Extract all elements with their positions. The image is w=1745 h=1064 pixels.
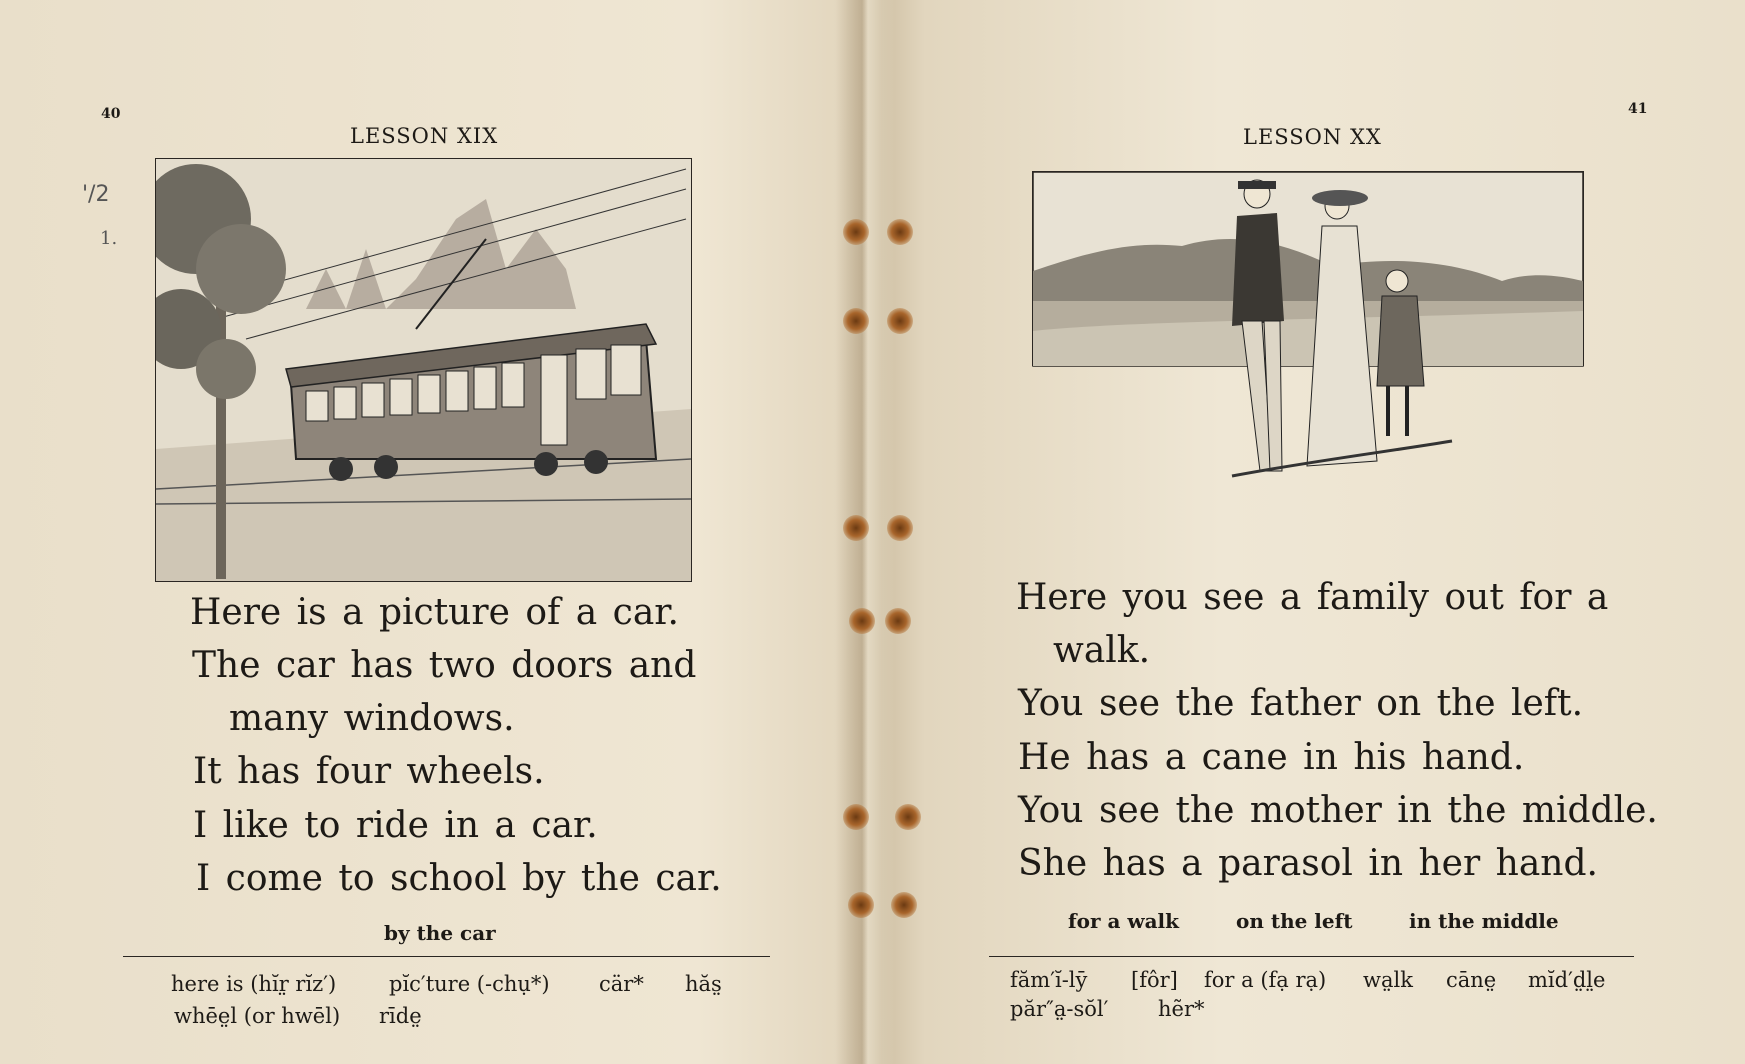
left-page-number: 40 [101,106,121,122]
left-vocab-3: cär* [599,972,644,996]
right-phrase-1: for a walk [1068,909,1179,933]
stain-hole [849,608,875,634]
right-vocab-1: făm′ĭ-lȳ [1010,968,1088,992]
right-vocab-6: mĭd′d̤l̤e [1528,968,1606,992]
right-page-number: 41 [1628,101,1648,117]
family-image [1032,171,1584,501]
right-phrase-2: on the left [1236,909,1353,933]
left-text-line-4: It has four wheels. [193,751,545,792]
left-text-line-5: I like to ride in a car. [193,805,598,846]
family-illustration [1032,171,1584,366]
stain-hole [843,515,869,541]
right-vocab-2: [fôr] [1131,968,1178,992]
left-vocab-4: hăs̤ [685,972,722,996]
left-page [0,0,860,1064]
streetcar-image [156,159,691,581]
right-vocab-5: cāne̤ [1446,968,1497,992]
right-text-line-5: You see the mother in the middle. [1018,790,1658,831]
left-text-line-3: many windows. [229,698,515,739]
margin-mark-2: 1. [100,228,118,249]
right-lesson-title: LESSON XX [1243,125,1382,149]
right-page [900,0,1745,1064]
right-text-line-1: Here you see a family out for a [1016,577,1609,618]
streetcar-illustration [155,158,692,582]
right-vocab-7: păr″a̤-sŏl′ [1010,997,1109,1021]
left-vocab-1: here is (hĭr̤ rĭz′) [171,972,337,996]
stain-hole [843,308,869,334]
right-text-line-3: You see the father on the left. [1018,683,1584,724]
stain-hole [843,804,869,830]
left-lesson-title: LESSON XIX [350,124,499,148]
left-vocab-rule [123,956,770,957]
left-text-line-1: Here is a picture of a car. [190,592,679,633]
left-vocab-6: rīde̤ [379,1004,422,1028]
margin-mark-1: '/2 [82,182,110,207]
right-text-line-6: She has a parasol in her hand. [1018,843,1598,884]
right-text-line-4: He has a cane in his hand. [1018,737,1525,778]
right-phrase-3: in the middle [1409,909,1559,933]
left-vocab-2: pĭc′ture (-chụ*) [389,972,550,996]
left-phrase: by the car [384,921,496,945]
right-vocab-4: wa̤lk [1363,968,1413,992]
stain-hole [843,219,869,245]
right-text-line-2: walk. [1053,630,1151,671]
stain-hole [848,892,874,918]
right-vocab-8: hẽr* [1158,997,1205,1021]
left-text-line-2: The car has two doors and [192,645,697,686]
left-text-line-6: I come to school by the car. [196,858,722,899]
left-vocab-5: whēe̤l (or hwēl) [174,1004,341,1028]
right-vocab-rule [989,956,1634,957]
right-vocab-3: for a (fạ rạ) [1204,968,1327,992]
